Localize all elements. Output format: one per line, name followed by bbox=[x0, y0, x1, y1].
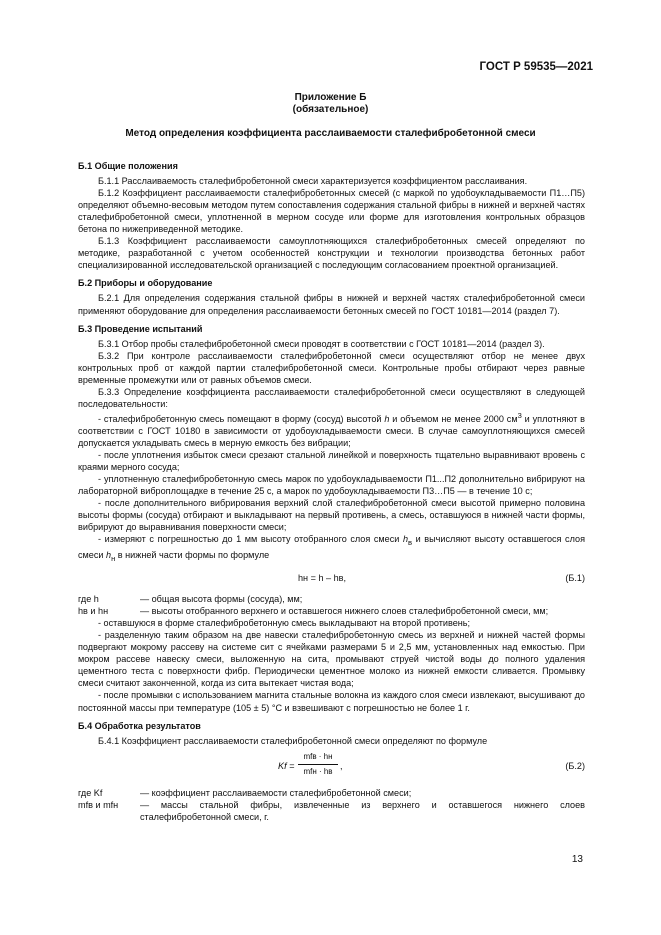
legend-definition: — высоты отобранного верхнего и оставшегося нижнего слоев сталефибробетонной смеси, мм; bbox=[140, 606, 549, 617]
legend-term: где h bbox=[78, 594, 99, 605]
bullet-wet-sieving: - разделенную таким образом на две навески сталефибробетонную смесь из верхней и нижней частей формы подвергают мокрому рассеву на системе сит с ячейками размерами 5 и 2,5 мм, установленных над емкостью. При мокром рассеве навеску смеси, выложенную на сита, промывают струей чистой воды до полного удаления цементного теста с поверхности фибр. Периодически цементное молоко из нижней емкости сливается. Промывку смеси считают законченной, когда из сита вытекает чистая вода; bbox=[78, 630, 585, 689]
paragraph-b2-1: Б.2.1 Для определения содержания стальной фибры в нижней и верхней частях сталефибробетонной смеси применяют оборудование для определения расслаиваемости бетонных смесей по ГОСТ 10181—2014 (раздел 7). bbox=[78, 293, 585, 316]
bullet-take-top-layer: - после дополнительного вибрирования верхний слой сталефибробетонной смеси высотой примерно половина высоты формы (сосуда) отбирают и выкладывают на первый противень, а смесь, оставшуюся в нижней части формы, вибрируют до выравнивания поверхности смеси; bbox=[78, 498, 585, 533]
document-body bbox=[78, 160, 585, 823]
formula-b2-number: (Б.2) bbox=[565, 760, 585, 771]
bullet-fill-form: - сталефибробетонную смесь помещают в форму (сосуд) высотой h и объемом не менее 2000 $см^3$ и уплотняют в соответствии с ГОСТ 10180 в зависимости от удобоукладываемости смеси. В случае самоуплотняющихся смесей допускается укладывать смесь в мерную емкость без вибрации; bbox=[78, 410, 585, 449]
bullet-second-tray: - оставшуюся в форме сталефибробетонную смесь выкладывают на второй противень; bbox=[98, 618, 471, 629]
legend-hb-hn bbox=[78, 605, 585, 617]
formula-b2-denominator: mfн · hв bbox=[303, 766, 333, 776]
section-heading-b1: Б.1 Общие положения bbox=[78, 161, 178, 171]
legend-masses bbox=[78, 799, 585, 823]
legend-definition: — коэффициент расслаиваемости сталефибробетонной смеси; bbox=[140, 787, 412, 798]
paragraph-b3-1: Б.3.1 Отбор пробы сталефибробетонной смеси проводят в соответствии с ГОСТ 10181—2014 (раздел 3). bbox=[98, 338, 545, 349]
paragraph-b1-3: Б.1.3 Коэффициент расслаиваемости самоуплотняющихся сталефибробетонных смесей определяют по методике, разработанной с учетом особенностей конструкции и технологии производства бетонных работ специализированной исследовательской организацией с последующим согласованием проектной организацией. bbox=[78, 236, 585, 271]
section-heading-b4: Б.4 Обработка результатов bbox=[78, 720, 201, 731]
section-heading-b2: Б.2 Приборы и оборудование bbox=[78, 278, 213, 289]
annex-title: Приложение Б bbox=[294, 92, 367, 103]
formula-b1 bbox=[78, 569, 585, 589]
paragraph-b1-1: Б.1.1 Расслаиваемость сталефибробетонной смеси характеризуется коэффициентом расслаивания. bbox=[98, 176, 528, 187]
document-code: ГОСТ Р 59535—2021 bbox=[479, 61, 593, 73]
legend-definition: — общая высота формы (сосуда), мм; bbox=[140, 594, 303, 605]
formula-b2-comma: , bbox=[340, 760, 343, 771]
formula-b2-lhs: Kf = bbox=[278, 760, 295, 771]
formula-b1-expression: hн = h – hв, bbox=[298, 573, 347, 584]
bullet-level-surface: - после уплотнения избыток смеси срезают стальной линейкой и поверхность тщательно выравнивают вровень с краями мерного сосуда; bbox=[78, 450, 585, 473]
paragraph-b3-2: Б.3.2 При контроле расслаиваемости сталефибробетонной смеси осуществляют отбор не менее двух контрольных проб от каждой партии сталефибробетонной смеси. Контрольные пробы отбирают через равные временные промежутки или от равных объемов смеси. bbox=[78, 350, 585, 385]
paragraph-b3-3: Б.3.3 Определение коэффициента расслаиваемости сталефибробетонной смеси осуществляют в следующей последовательности: bbox=[78, 386, 585, 409]
formula-b1-number: (Б.1) bbox=[565, 573, 585, 584]
legend-definition: — массы стальной фибры, извлеченные из верхнего и оставшегося нижнего слоев сталефибробетонной смеси, г. bbox=[140, 799, 585, 822]
formula-b2-numerator: mfв · hн bbox=[303, 751, 333, 761]
legend-kf bbox=[78, 787, 585, 799]
page-number: 13 bbox=[571, 854, 583, 865]
bullet-dry-weigh: - после промывки с использованием магнита стальные волокна из каждого слоя смеси извлекают, высушивают до постоянной массы при температуре (105 ± 5) °С и взвешивают с погрешностью не более 1 г. bbox=[78, 690, 585, 713]
legend-term: hв и hн bbox=[78, 606, 109, 617]
paragraph-b1-2: Б.1.2 Коэффициент расслаиваемости сталефибробетонных смесей (с маркой по удобоукладываемости П1…П5) определяют объемно-весовым методом путем сопоставления содержания стальной фибры в нижней и верхней частях сталефибробетонной смеси, уплотненной в мерном сосуде или форме для изготовления контрольных образцов бетона по нижеприведенной методике. bbox=[78, 188, 585, 235]
annex-title-block bbox=[0, 92, 661, 116]
legend-h bbox=[78, 593, 585, 605]
annex-subtitle: (обязательное) bbox=[292, 104, 369, 115]
formula-b2-fraction bbox=[298, 751, 338, 778]
legend-term: mfв и mfн bbox=[78, 799, 119, 810]
paragraph-b4-1: Б.4.1 Коэффициент расслаиваемости сталефибробетонной смеси определяют по формуле bbox=[98, 735, 488, 746]
legend-term: где Kf bbox=[78, 787, 103, 798]
formula-b2 bbox=[78, 751, 585, 781]
bullet-measure-height: - измеряют с погрешностью до 1 мм высоту отобранного слоя смеси $h_в$ и вычисляют высоту оставшегося слоя смеси $h_н$ в нижней части формы по формуле bbox=[78, 534, 585, 564]
fraction-bar bbox=[298, 764, 338, 765]
bullet-vibrate: - уплотненную сталефибробетонную смесь марок по удобоукладываемости П1...П2 дополнительно вибрируют на лабораторной виброплощадке в течение 25 с, а марок по удобоукладываемости П3…П5 — в течение 10 с; bbox=[78, 474, 585, 497]
method-title: Метод определения коэффициента расслаиваемости сталефибробетонной смеси bbox=[125, 128, 536, 139]
section-heading-b3: Б.3 Проведение испытаний bbox=[78, 323, 203, 334]
